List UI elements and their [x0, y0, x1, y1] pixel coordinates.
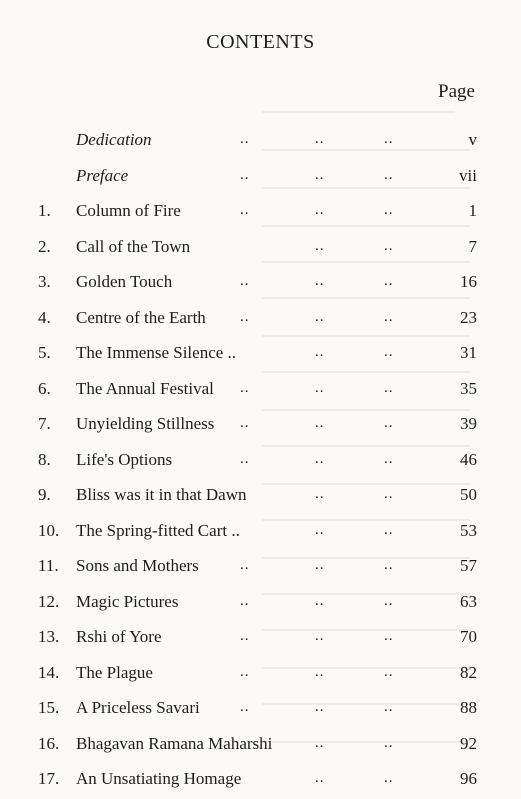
chapter-number: 1. — [38, 201, 51, 220]
chapter-number: 5. — [38, 343, 51, 362]
page-number: 88 — [460, 698, 477, 717]
chapter-title: Rshi of Yore — [76, 627, 162, 646]
chapter-number: 10. — [38, 520, 60, 540]
page-number: 50 — [460, 485, 477, 504]
toc-entry[interactable] — [0, 335, 521, 371]
page-number: 31 — [460, 343, 477, 362]
page-number: 16 — [460, 272, 477, 291]
leader-dots: .. — [315, 557, 325, 573]
chapter-number: 3. — [38, 272, 51, 291]
leader-dots: .. — [384, 273, 394, 289]
leader-dots: .. — [384, 450, 394, 467]
chapter-title: The Spring-fitted Cart .. — [76, 520, 240, 540]
page-number: vii — [459, 165, 477, 185]
chapter-number: 8. — [38, 449, 51, 469]
toc-entry[interactable] — [0, 548, 521, 584]
leader-dots: .. — [384, 131, 394, 147]
chapter-number: 13. — [38, 627, 60, 646]
chapter-title: Bhagavan Ramana Maharshi — [76, 733, 273, 753]
leader-dots: .. — [315, 450, 325, 467]
leader-dots: .. — [240, 628, 250, 644]
leader-dots: .. — [240, 131, 250, 147]
leader-dots: .. — [315, 344, 325, 360]
page-number: 7 — [468, 236, 477, 256]
chapter-title: Life's Options — [76, 449, 173, 469]
page-number: 63 — [460, 591, 477, 611]
table-of-contents — [0, 122, 521, 797]
chapter-title: Dedication — [76, 130, 152, 149]
chapter-number: 6. — [38, 378, 51, 398]
chapter-number: 15. — [38, 698, 60, 717]
toc-entry[interactable] — [0, 761, 521, 797]
leader-dots: .. — [315, 699, 325, 715]
leader-dots: .. — [315, 273, 325, 289]
toc-entry[interactable] — [0, 158, 521, 194]
toc-entry[interactable] — [0, 477, 521, 513]
leader-dots: .. — [315, 628, 325, 644]
chapter-number: 12. — [38, 591, 60, 611]
leader-dots: .. — [240, 592, 250, 609]
toc-entry[interactable] — [0, 655, 521, 691]
leader-dots: .. — [240, 202, 250, 218]
chapter-title: Magic Pictures — [76, 591, 179, 611]
chapter-title: Bliss was it in that Dawn — [76, 485, 247, 504]
chapter-number: 14. — [38, 662, 60, 682]
leader-dots: .. — [240, 663, 250, 680]
page-number: 70 — [460, 627, 477, 646]
toc-entry[interactable] — [0, 442, 521, 478]
page-number: 46 — [460, 449, 477, 469]
page-column-label: Page — [438, 81, 475, 102]
chapter-title: An Unsatiating Homage — [76, 769, 242, 788]
leader-dots: .. — [315, 308, 325, 325]
toc-entry[interactable] — [0, 584, 521, 620]
leader-dots: .. — [384, 344, 394, 360]
chapter-title: The Annual Festival — [76, 378, 214, 398]
leader-dots: .. — [384, 699, 394, 715]
chapter-title: Call of the Town — [76, 236, 191, 256]
chapter-number: 7. — [38, 414, 51, 433]
toc-entry[interactable] — [0, 726, 521, 762]
chapter-title: Preface — [76, 165, 129, 185]
toc-entry[interactable] — [0, 619, 521, 655]
leader-dots: .. — [240, 415, 250, 431]
leader-dots: .. — [240, 379, 250, 396]
chapter-title: Centre of the Earth — [76, 307, 206, 327]
leader-dots: .. — [384, 237, 394, 254]
chapter-number: 2. — [38, 236, 51, 256]
chapter-title: The Plague — [76, 662, 153, 682]
chapter-title: The Immense Silence .. — [76, 343, 237, 362]
leader-dots: .. — [384, 521, 394, 538]
leader-dots: .. — [384, 166, 394, 183]
page-number: 53 — [460, 520, 477, 540]
page-number: 1 — [468, 201, 477, 220]
chapter-title: Golden Touch — [76, 272, 173, 291]
chapter-title: Unyielding Stillness — [76, 414, 215, 433]
leader-dots: .. — [315, 592, 325, 609]
leader-dots: .. — [240, 273, 250, 289]
leader-dots: .. — [384, 202, 394, 218]
toc-entry[interactable] — [0, 193, 521, 229]
leader-dots: .. — [384, 770, 394, 786]
page-number: 96 — [460, 769, 477, 788]
leader-dots: .. — [240, 557, 250, 573]
leader-dots: .. — [315, 166, 325, 183]
leader-dots: .. — [315, 415, 325, 431]
toc-entry[interactable] — [0, 406, 521, 442]
chapter-number: 17. — [38, 769, 60, 788]
chapter-number: 16. — [38, 733, 60, 753]
leader-dots: .. — [384, 734, 394, 751]
leader-dots: .. — [315, 379, 325, 396]
chapter-title: Column of Fire — [76, 201, 181, 220]
page-number: v — [468, 130, 477, 149]
page-number: 92 — [460, 733, 477, 753]
leader-dots: .. — [240, 450, 250, 467]
toc-entry[interactable] — [0, 229, 521, 265]
chapter-title: A Priceless Savari — [76, 698, 200, 717]
leader-dots: .. — [315, 770, 325, 786]
leader-dots: .. — [384, 415, 394, 431]
leader-dots: .. — [384, 486, 394, 502]
toc-entry[interactable] — [0, 690, 521, 726]
leader-dots: .. — [384, 557, 394, 573]
chapter-number: 11. — [38, 556, 59, 575]
leader-dots: .. — [384, 379, 394, 396]
page-number: 23 — [460, 307, 477, 327]
page-number: 82 — [460, 662, 477, 682]
chapter-number: 9. — [38, 485, 51, 504]
toc-entry[interactable] — [0, 264, 521, 300]
leader-dots: .. — [384, 663, 394, 680]
chapter-number: 4. — [38, 307, 51, 327]
leader-dots: .. — [315, 486, 325, 502]
leader-dots: .. — [315, 131, 325, 147]
leader-dots: .. — [240, 308, 250, 325]
leader-dots: .. — [384, 592, 394, 609]
leader-dots: .. — [315, 237, 325, 254]
leader-dots: .. — [315, 734, 325, 751]
page-number: 35 — [460, 378, 477, 398]
toc-entry[interactable] — [0, 371, 521, 407]
toc-entry[interactable] — [0, 122, 521, 158]
leader-dots: .. — [315, 202, 325, 218]
leader-dots: .. — [240, 699, 250, 715]
chapter-title: Sons and Mothers — [76, 556, 199, 575]
contents-heading: CONTENTS — [206, 31, 315, 53]
page-number: 57 — [460, 556, 477, 575]
leader-dots: .. — [315, 521, 325, 538]
leader-dots: .. — [240, 166, 250, 183]
leader-dots: .. — [384, 628, 394, 644]
toc-entry[interactable] — [0, 300, 521, 336]
toc-entry[interactable] — [0, 513, 521, 549]
leader-dots: .. — [384, 308, 394, 325]
leader-dots: .. — [315, 663, 325, 680]
page-number: 39 — [460, 414, 477, 433]
